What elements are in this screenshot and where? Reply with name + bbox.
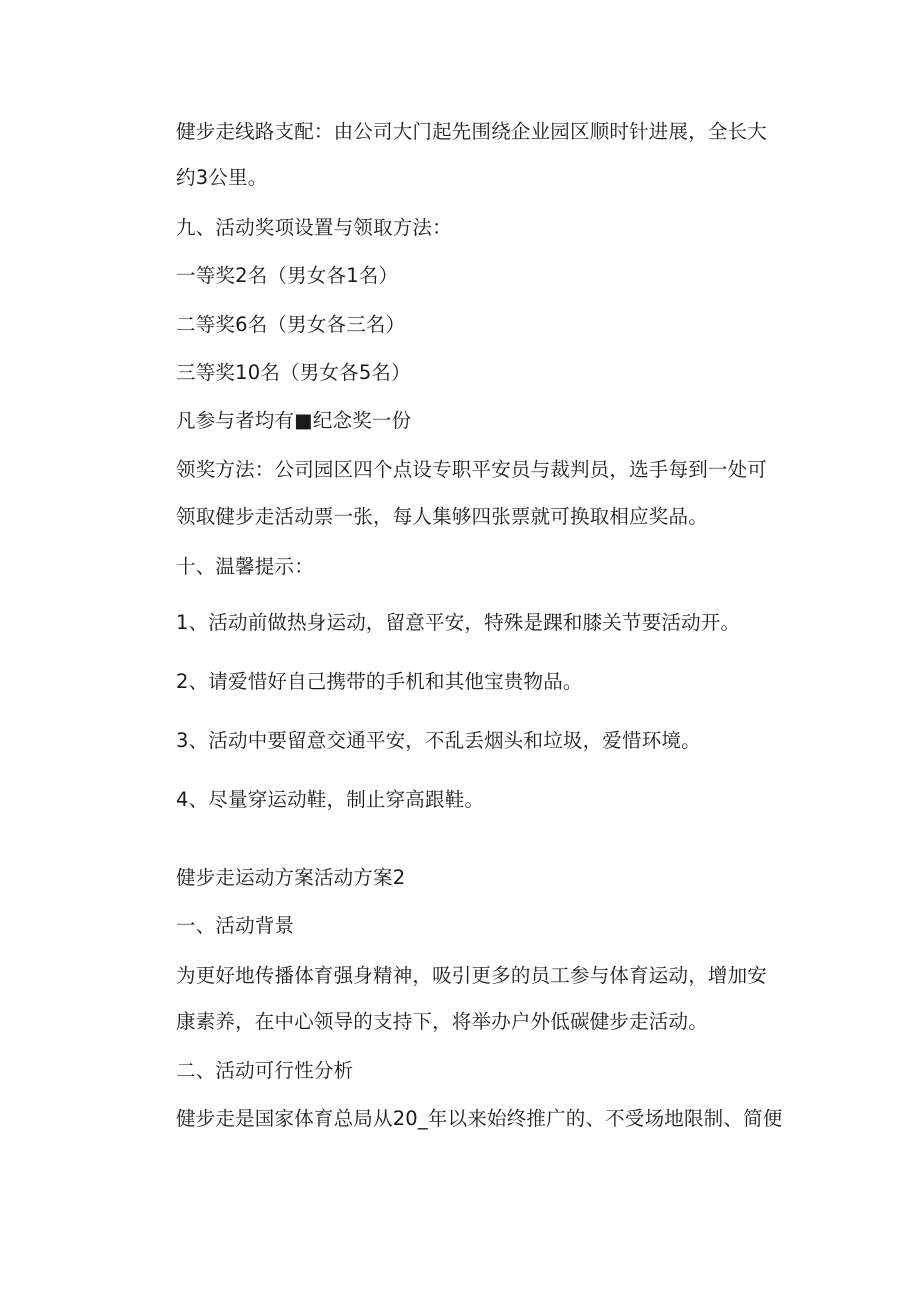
- route-paragraph-line-1: 健步走线路支配：由公司大门起先围绕企业园区顺时针进展，全长大: [176, 120, 768, 143]
- award-souvenir: 凡参与者均有■纪念奖一份: [176, 409, 412, 432]
- tip-item-1: 1、活动前做热身运动，留意平安，特殊是踝和膝关节要活动开。: [176, 611, 741, 634]
- claim-method-line-1: 领奖方法：公司园区四个点设专职平安员与裁判员，选手每到一处可: [176, 458, 768, 481]
- route-paragraph-line-2: 约3公里。: [176, 166, 268, 189]
- tip-item-3: 3、活动中要留意交通平安，不乱丢烟头和垃圾，爱惜环境。: [176, 729, 701, 752]
- section-heading-feasibility: 二、活动可行性分析: [176, 1059, 354, 1082]
- background-paragraph-line-1: 为更好地传播体育强身精神，吸引更多的员工参与体育运动，增加安: [176, 964, 768, 987]
- tip-item-2: 2、请爱惜好自己携带的手机和其他宝贵物品。: [176, 670, 583, 693]
- award-third-prize: 三等奖10名（男女各5名）: [176, 361, 411, 384]
- award-first-prize: 一等奖2名（男女各1名）: [176, 264, 399, 287]
- feasibility-paragraph-line-1: 健步走是国家体育总局从20_年以来始终推广的、不受场地限制、简便: [176, 1107, 783, 1130]
- section-heading-tips: 十、温馨提示：: [176, 555, 314, 578]
- award-second-prize: 二等奖6名（男女各三名）: [176, 313, 406, 336]
- section-heading-awards: 九、活动奖项设置与领取方法：: [176, 216, 452, 239]
- plan-2-title: 健步走运动方案活动方案2: [176, 866, 406, 889]
- claim-method-line-2: 领取健步走活动票一张，每人集够四张票就可换取相应奖品。: [176, 505, 708, 528]
- section-heading-background: 一、活动背景: [176, 914, 295, 937]
- tip-item-4: 4、尽量穿运动鞋，制止穿高跟鞋。: [176, 788, 485, 811]
- background-paragraph-line-2: 康素养，在中心领导的支持下，将举办户外低碳健步走活动。: [176, 1010, 708, 1033]
